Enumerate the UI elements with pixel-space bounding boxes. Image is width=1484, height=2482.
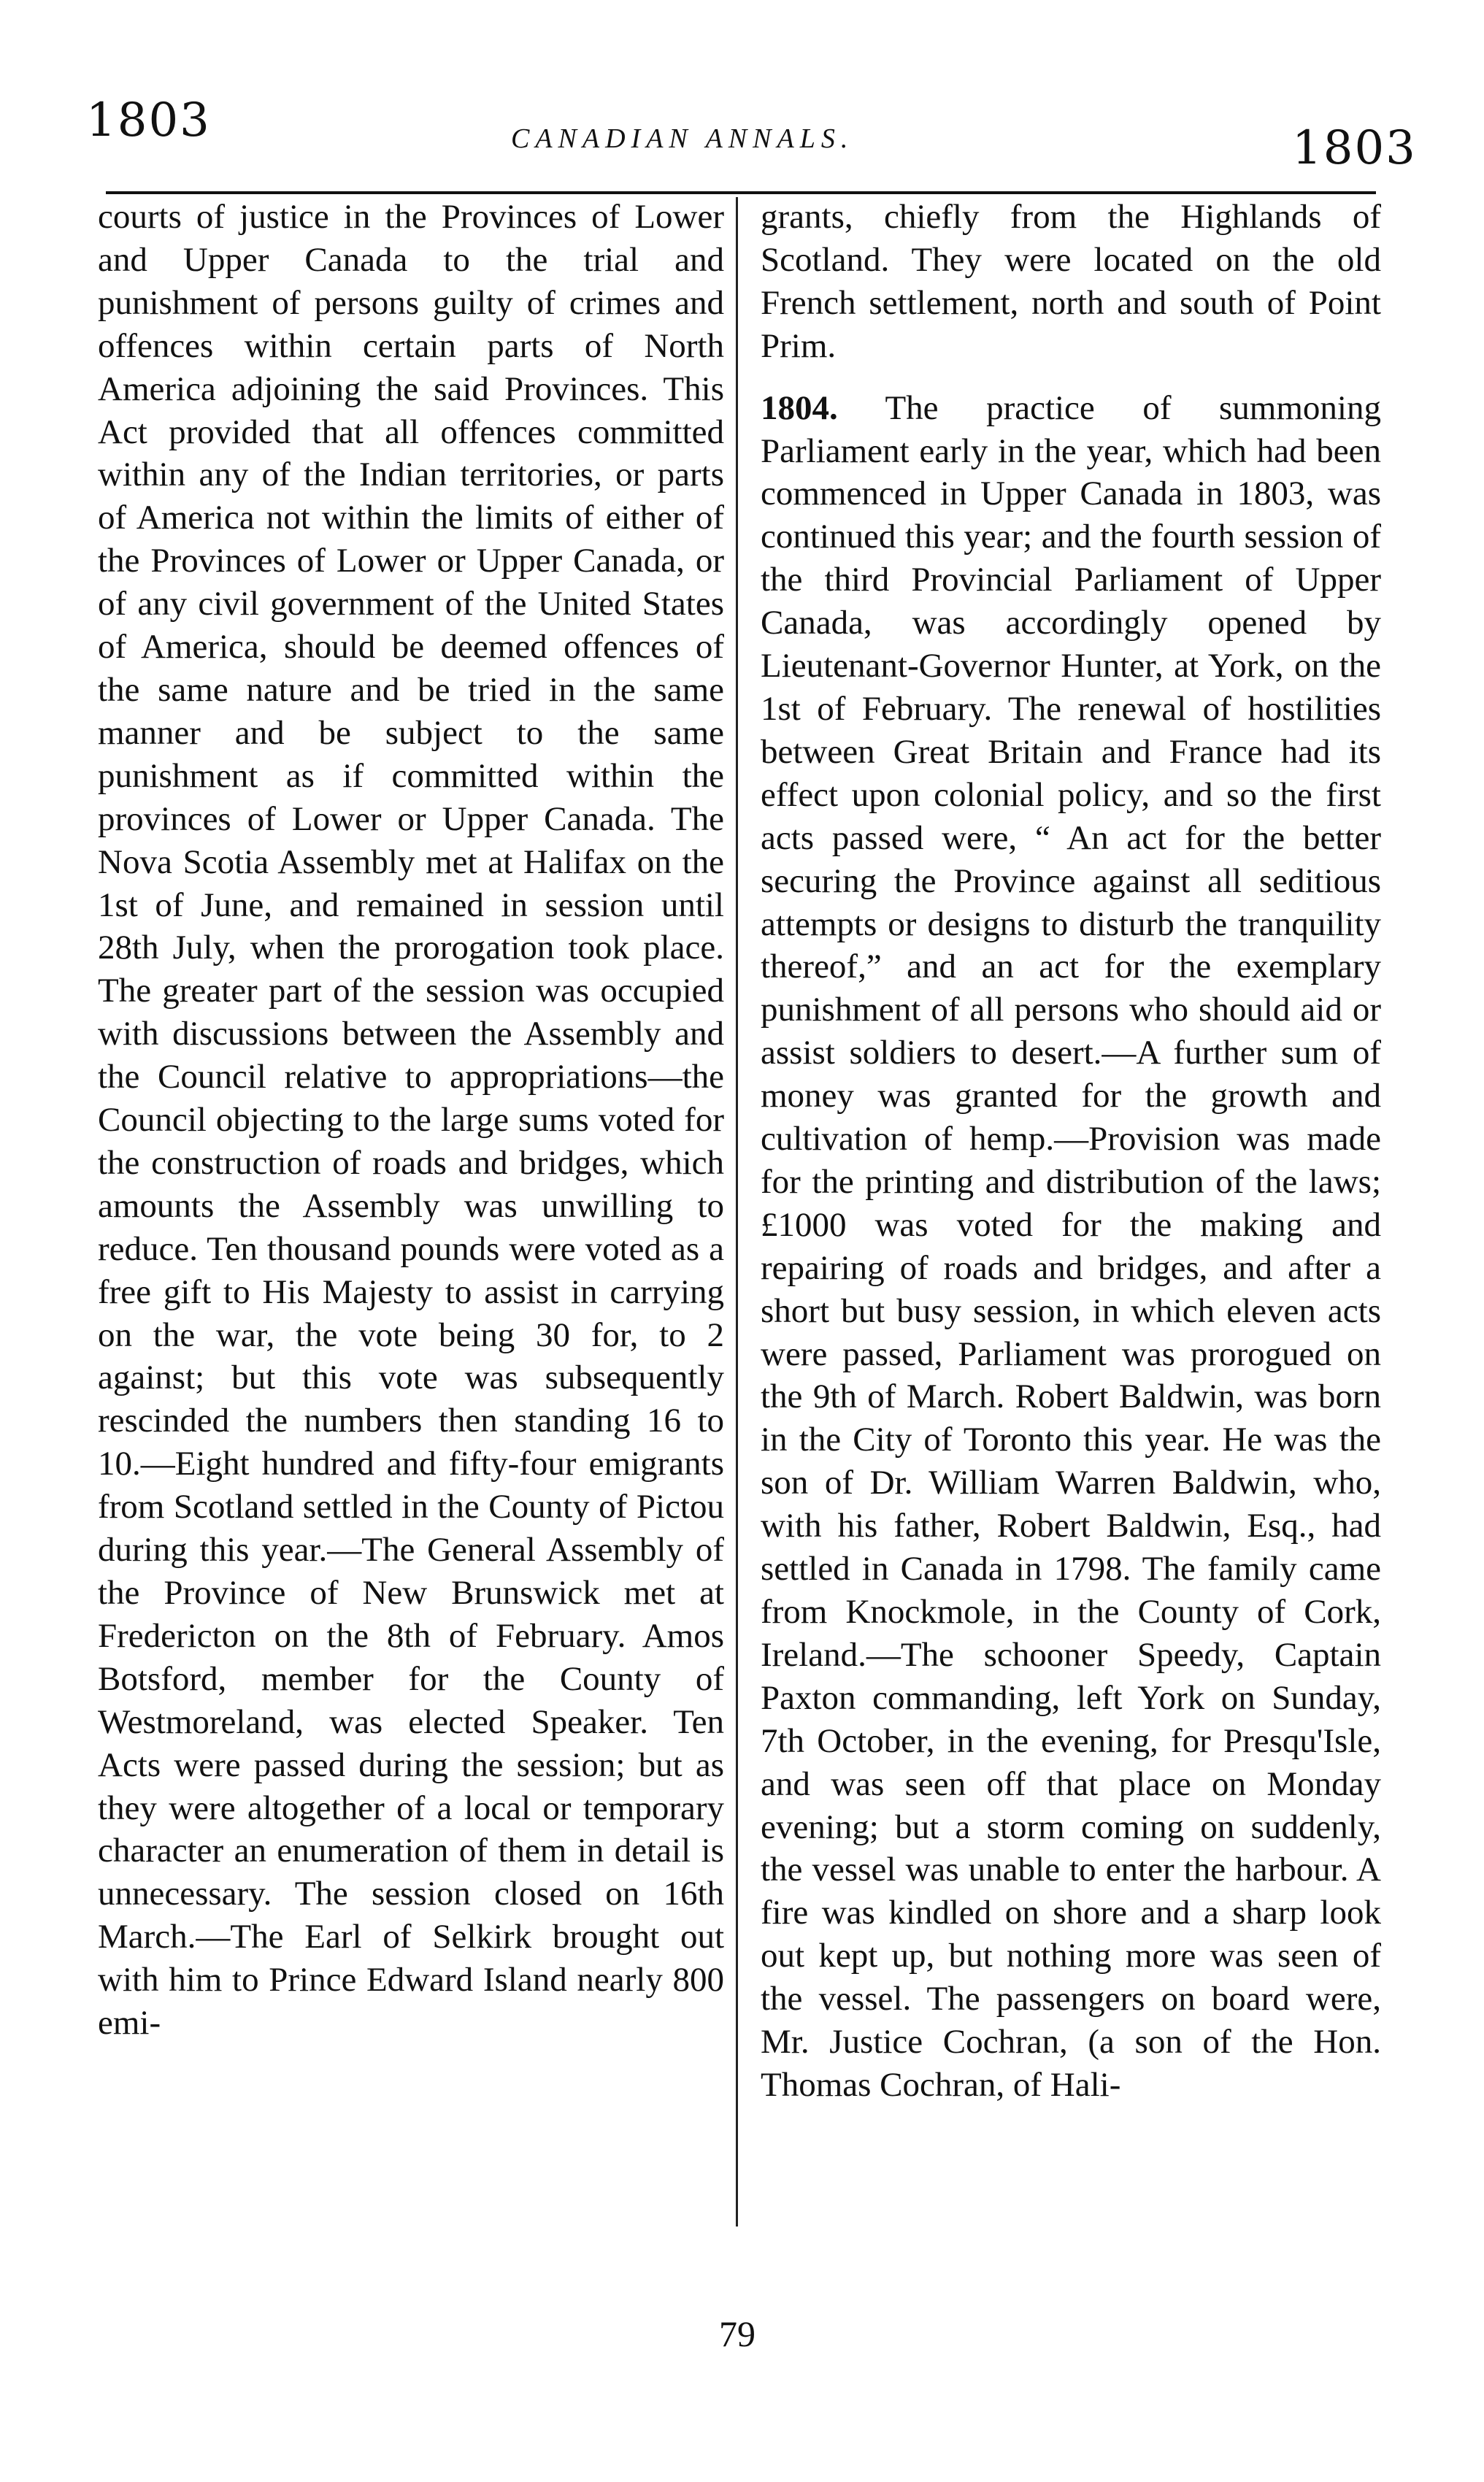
right-column-paragraph-2-text: The practice of summoning Parliament early in the year, which had been commenced in Upper Canada in 1803, was continued this year; and the fourth session of the third Provincial Parliament of Upper Canada, was accordingly opened by Lieutenant-Governor Hunter, at York, on the 1st of February. The renewal of hostilities between Great Britain and France had its effect upon colonial policy, and so the first acts passed were, “ An act for the better securing the Province against all seditious attempts or designs to disturb the tranquility thereof,” and an act for the exemplary punishment of all persons who should aid or assist soldiers to desert.—A further sum of money was granted for the growth and cultivation of hemp.—Provision was made for the printing and distribution of the laws; £1000 was voted for the making and repairing of roads and bridges, and after a short but busy session, in which eleven acts were passed, Parliament was prorogued on the 9th of March. Robert Baldwin, was born in the City of Toronto this year. He was the son of Dr. William Warren Baldwin, who, with his father, Robert Baldwin, Esq., had settled in Canada in 1798. The family came from Knockmole, in the County of Cork, Ireland.—The schooner Speedy, Captain Paxton commanding, left York on Sunday, 7th October, in the evening, for Presqu'Isle, and was seen off that place on Monday evening; but a storm coming on suddenly, the vessel was unable to enter the harbour. A fire was kindled on shore and a sharp look out kept up, but nothing more was seen of the vessel. The passengers on board were, Mr. Justice Cochran, (a son of the Hon. Thomas Cochran, of Hali-: [761, 388, 1381, 2104]
left-column-text: courts of justice in the Provinces of Lower and Upper Canada to the trial and punishment of persons guilty of crimes and offences within certain parts of North America adjoining the said Provinces. This Act provided that all offences committed within any of the Indian territories, or parts of America not within the limits of either of the Provinces of Lower or Upper Canada, or of any civil government of the United States of America, should be deemed offences of the same nature and be tried in the same manner and be subject to the same punishment as if committed within the provinces of Lower or Upper Canada. The Nova Scotia Assembly met at Halifax on the 1st of June, and remained in session until 28th July, when the prorogation took place. The greater part of the session was occupied with discussions between the Assembly and the Council relative to appropriations—the Council objecting to the large sums voted for the construction of roads and bridges, which amounts the Assembly was unwilling to reduce. Ten thousand pounds were voted as a free gift to His Majesty to assist in carrying on the war, the vote being 30 for, to 2 against; but this vote was subsequently rescinded the numbers then standing 16 to 10.—Eight hundred and fifty-four emigrants from Scotland settled in the County of Pictou during this year.—The General Assembly of the Province of New Brunswick met at Fredericton on the 8th of February. Amos Botsford, member for the County of Westmoreland, was elected Speaker. Ten Acts were passed during the session; but as they were altogether of a local or temporary character an enumeration of them in detail is unnecessary. The session closed on 16th March.—The Earl of Selkirk brought out with him to Prince Edward Island nearly 800 emi-: [98, 198, 724, 2043]
right-column-paragraph-1: grants, chiefly from the Highlands of Scotland. They were located on the old French settlement, north and south of Point Prim.: [761, 198, 1381, 365]
column-divider: [736, 197, 738, 2226]
page-number: 79: [719, 2313, 756, 2354]
right-column: [761, 196, 1381, 2221]
running-head-title: CANADIAN ANNALS.: [511, 123, 854, 154]
running-head-year-right: 1803: [1292, 121, 1417, 175]
left-column: [98, 196, 724, 2221]
running-head-year-left: 1803: [86, 93, 211, 147]
right-column-paragraph-2: [761, 387, 1381, 2107]
year-1804-label: 1804.: [761, 388, 838, 427]
header-rule: [106, 191, 1376, 194]
